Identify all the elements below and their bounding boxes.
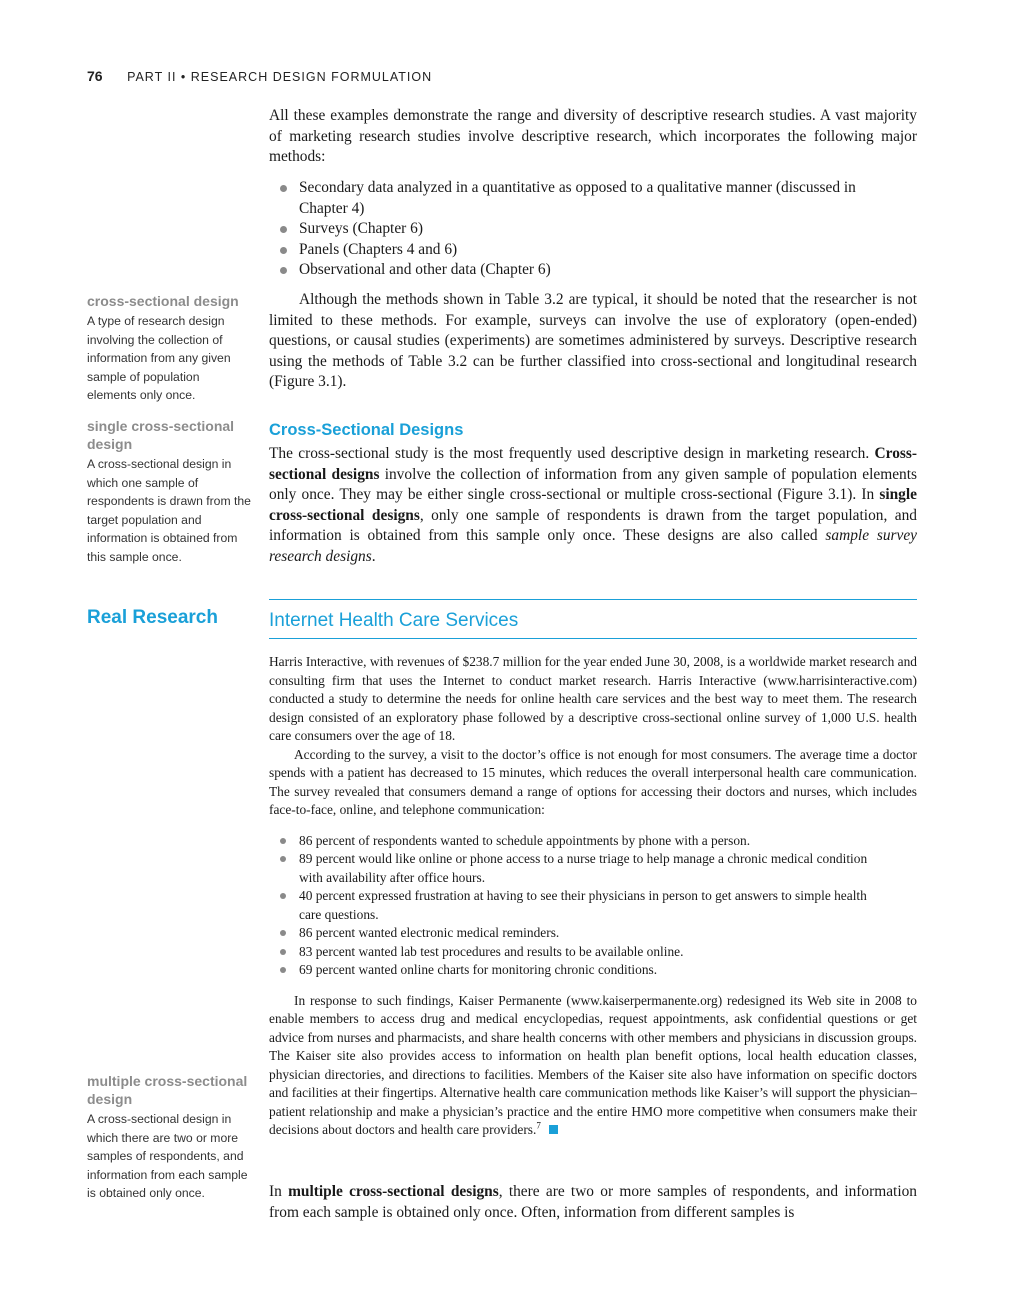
margin-note-multiple-cross-sectional-design (87, 1072, 252, 1203)
real-research-label: Real Research (87, 607, 218, 628)
real-research-paragraph-2: According to the survey, a visit to the doctor’s office is not enough for most consumers. The average time a doctor spends with a patient has decreased to 15 minutes, which reduces the overall interpersonal health care communication. The survey revealed that consumers demand a range of options for accessing their doctors and nurses, which includes face-to-face, online, and telephone communication: (269, 746, 917, 817)
bullet-icon (280, 893, 286, 899)
bullet-icon (280, 185, 287, 192)
closing-block (269, 1182, 917, 1223)
margin-term: multiple cross-sectional design (87, 1073, 248, 1107)
margin-term: cross-sectional design (87, 293, 239, 309)
methods-list-block (269, 178, 889, 281)
bullet-icon (280, 856, 286, 862)
methods-list (269, 178, 889, 281)
margin-definition: A cross-sectional design in which one sample of respondents is drawn from the target population and information is obtained from this sample once. (87, 457, 251, 564)
margin-definition: A cross-sectional design in which there are two or more samples of respondents, and information from each sample is obtained only once. (87, 1112, 248, 1200)
bullet-icon (280, 247, 287, 254)
margin-definition: A type of research design involving the collection of information from any given sample of population elements only once. (87, 314, 231, 402)
bullet-icon (280, 838, 286, 844)
real-research-box (269, 599, 917, 1140)
bullet-icon (280, 267, 287, 274)
list-item: Observational and other data (Chapter 6) (269, 260, 889, 281)
intro-paragraph: All these examples demonstrate the range and diversity of descriptive research studies. A vast majority of marketing research studies involve descriptive research, which incorporates the following major methods: (269, 107, 917, 165)
list-item: Panels (Chapters 4 and 6) (269, 240, 889, 261)
footnote-marker: 7 (536, 1120, 541, 1131)
term-cross-sectional-designs: Cross-sectional designs (269, 445, 917, 483)
bullet-icon (280, 930, 286, 936)
margin-term: single cross-sectional design (87, 418, 235, 452)
real-research-title: Internet Health Care Services (269, 610, 519, 631)
methods-paragraph-block (269, 290, 917, 393)
list-item: 83 percent wanted lab test procedures and results to be available online. (269, 943, 889, 962)
end-of-box-icon (549, 1125, 558, 1134)
real-research-paragraph-1: Harris Interactive, with revenues of $238.7 million for the year ended June 30, 2008, is a worldwide market research and consulting firm that uses the Internet to conduct market research. Harris Interactive (www.harrisinteractive.com) conducted a study to determine the needs for online health care services and the best way to meet them. The research design consisted of an exploratory phase followed by a descriptive cross-sectional online survey of 1,000 U.S. health care consumers over the age of 18. (269, 654, 917, 743)
margin-note-single-cross-sectional-design (87, 417, 252, 566)
term-single-cross-sectional-designs: single cross-sectional designs (269, 486, 917, 524)
real-research-paragraph-3: In response to such findings, Kaiser Permanente (www.kaiserpermanente.org) redesigned its Web site in 2008 to enable members to access drug and medical encyclopedias, request appointments, ask confidential questions or get advice from nurses and pharmacists, and share health concerns with other members and physicians in discussion groups. The Kaiser site also provides access to information on health plan benefit options, local health education classes, physician directories, and directions to facilities. Members of the Kaiser site also have information on specific doctors and facilities at their fingertips. Alternative health care communication methods like Kaiser’s will support the physician–patient relationship and make a physician’s practice and the entire HMO more competitive when consumers make their decisions about doctors and health care providers.$^7$ (269, 992, 917, 1137)
list-item: Secondary data analyzed in a quantitative as opposed to a qualitative manner (discussed in Chapter 4) (269, 178, 889, 219)
cross-sectional-section (269, 421, 917, 567)
term-sample-survey: sample survey research designs (269, 527, 917, 565)
methods-paragraph: Although the methods shown in Table 3.2 are typical, it should be noted that the researcher is not limited to these methods. For example, surveys can involve the use of exploratory (open-ended) questions, or causal studies (experiments) are sometimes administered by surveys. Descriptive research using the methods of Table 3.2 can be further classified into cross-sectional and longitudinal research (Figure 3.1). (269, 291, 917, 390)
section-heading: Cross-Sectional Designs (269, 421, 464, 439)
closing-paragraph: In multiple cross-sectional designs, there are two or more samples of respondents, and information from each sample is obtained only once. Often, information from different samples is (269, 1183, 917, 1221)
bullet-icon (280, 949, 286, 955)
running-head-title: PART II • RESEARCH DESIGN FORMULATION (127, 70, 433, 84)
list-item: 69 percent wanted online charts for monitoring chronic conditions. (269, 961, 889, 980)
list-item: 86 percent wanted electronic medical reminders. (269, 924, 889, 943)
list-item: Surveys (Chapter 6) (269, 219, 889, 240)
page-number: 76 (87, 68, 103, 84)
term-multiple-cross-sectional-designs: multiple cross-sectional designs (288, 1183, 499, 1200)
margin-note-cross-sectional-design (87, 292, 252, 405)
bullet-icon (280, 226, 287, 233)
section-paragraph: The cross-sectional study is the most frequently used descriptive design in marketing research. Cross-sectional designs involve the collection of information from any given sample of population elements only once. They may be either single cross-sectional or multiple cross-sectional (Figure 3.1). In single cross-sectional designs, only one sample of respondents is drawn from the target population, and information is obtained from this sample only once. These designs are also called sample survey research designs. (269, 445, 917, 565)
running-header (87, 68, 432, 84)
list-item: 40 percent expressed frustration at having to see their physicians in person to get answers to simple health care questions. (269, 887, 889, 924)
bullet-icon (280, 967, 286, 973)
list-item: 89 percent would like online or phone access to a nurse triage to help manage a chronic medical condition with availability after office hours. (269, 850, 889, 887)
list-item: 86 percent of respondents wanted to schedule appointments by phone with a person. (269, 832, 889, 851)
survey-findings-list (269, 832, 889, 980)
intro-block (269, 106, 917, 168)
